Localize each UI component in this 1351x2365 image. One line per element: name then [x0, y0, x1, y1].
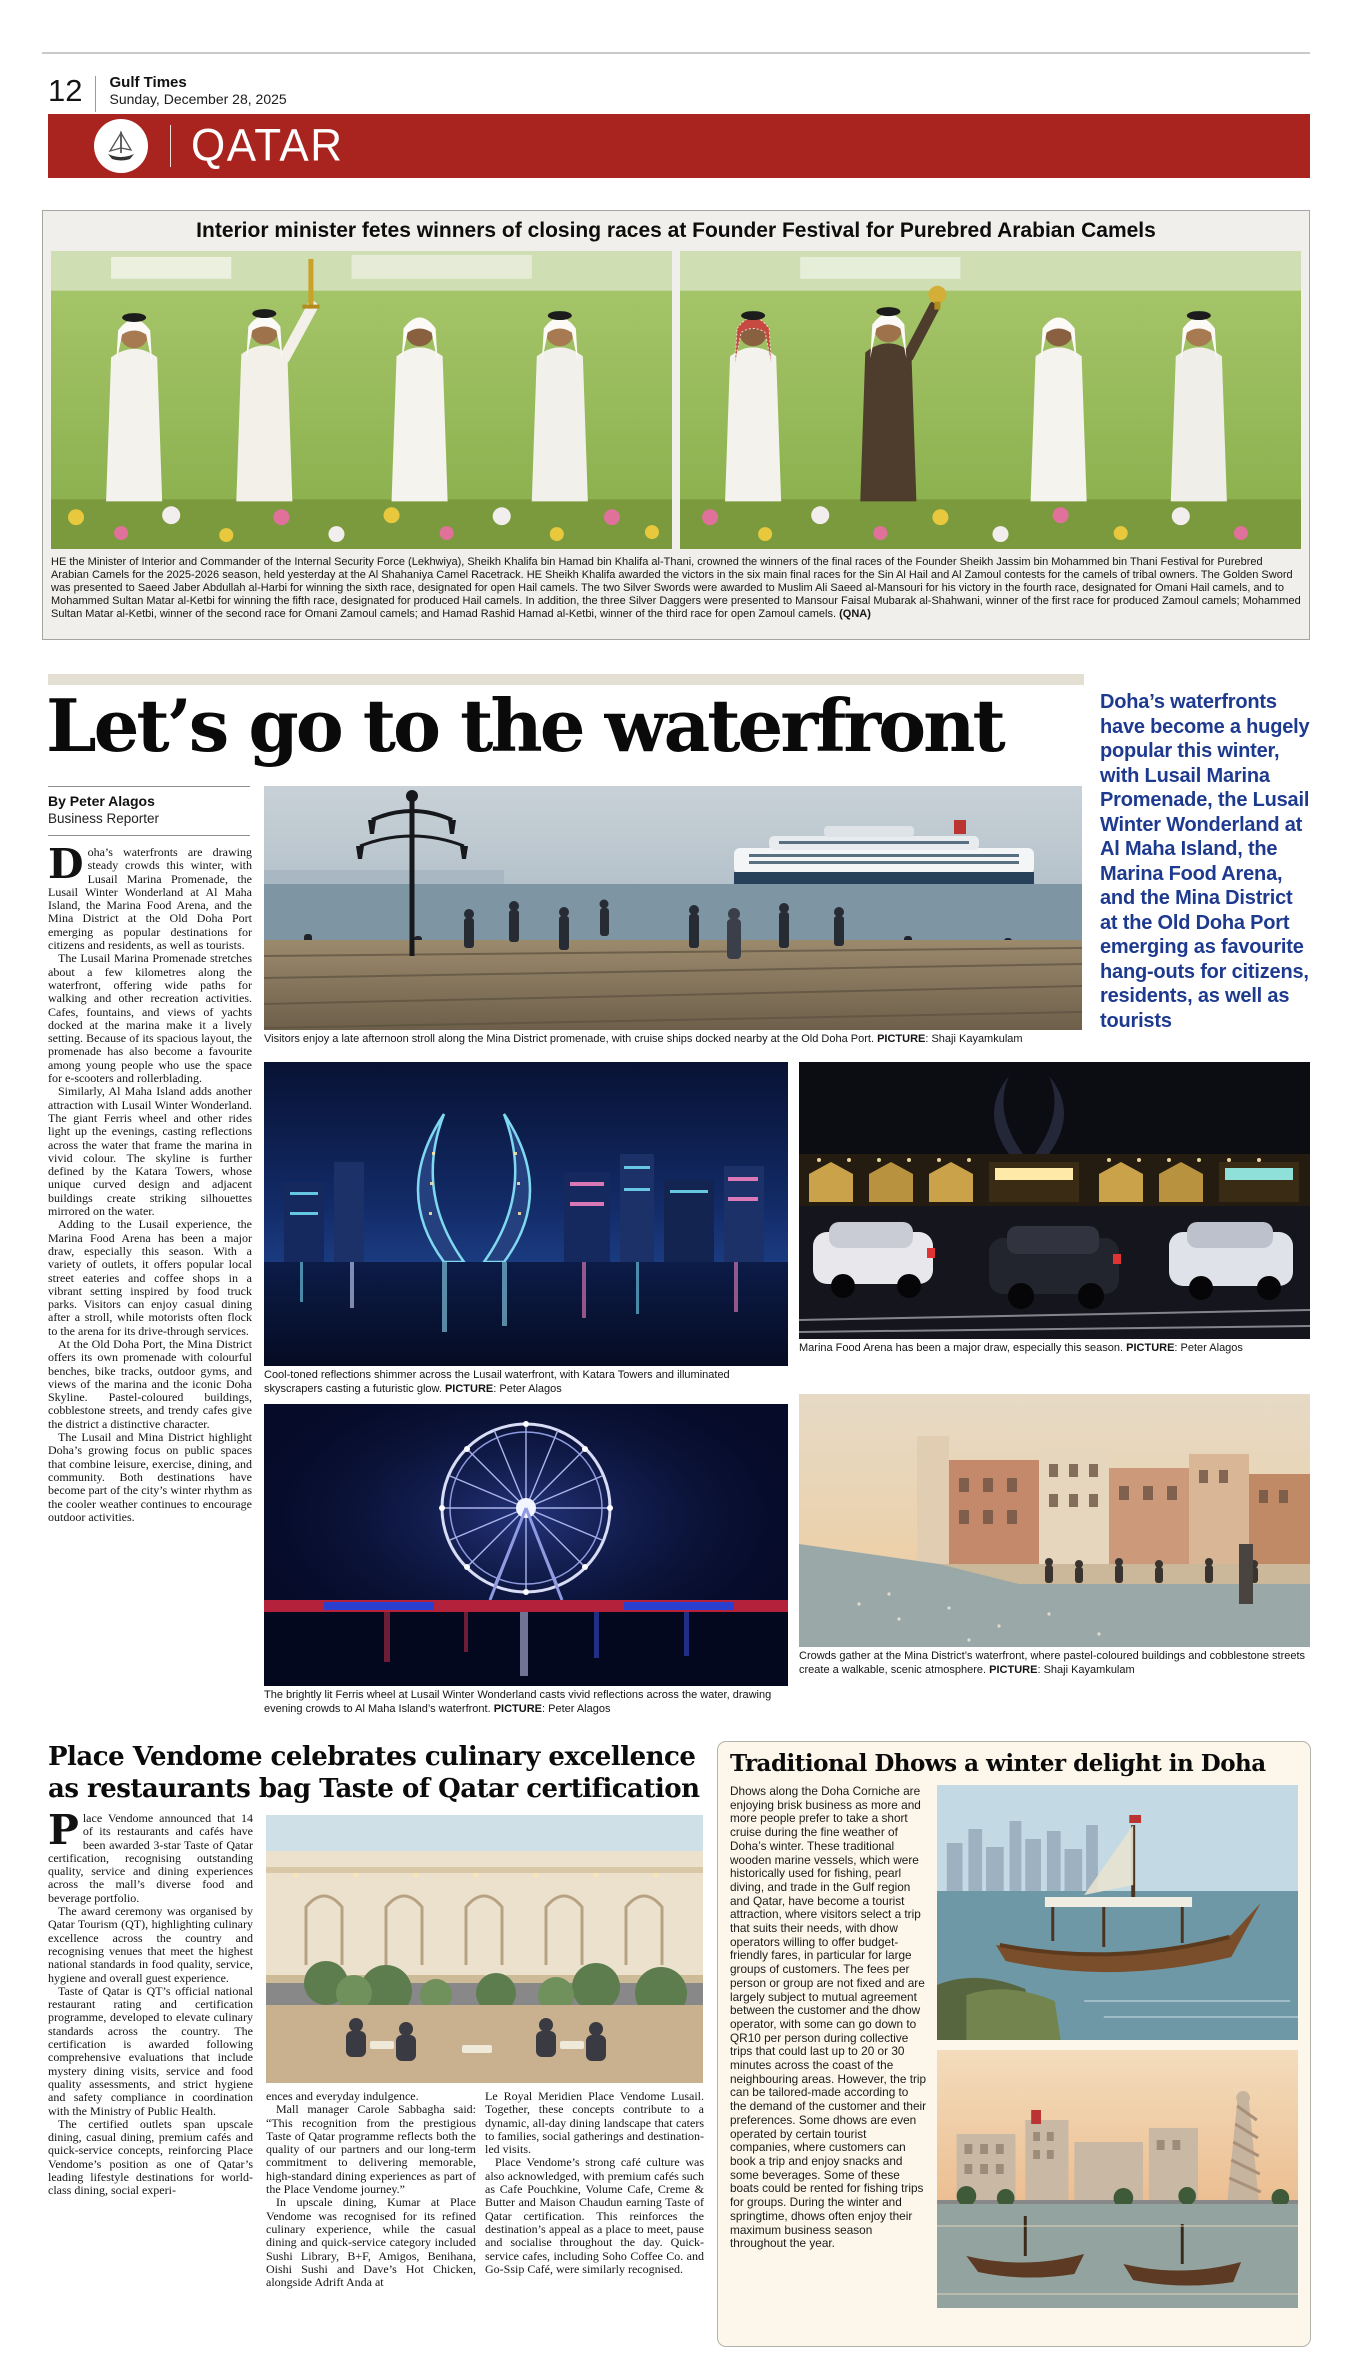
- banner-divider: [170, 125, 171, 167]
- figure-food-arena: [799, 1062, 1310, 1356]
- body-paragraph: Place Vendome’s strong café culture was also acknowledged, with premium cafés such as Cafe Pouchkine, Volume Cafe, Creme & Butter and Maison Chaudun earning Taste of Qatar certification. This reinforces the destination’s appeal as a place to meet, pause and socialise throughout the day. Quick-service cafes, including Soho Coffee Co. and Go-Ssip Café, were similarly recognised.: [485, 2155, 704, 2276]
- dhow-headline: Traditional Dhows a winter delight in Doha: [730, 1750, 1266, 1777]
- body-paragraph: Mall manager Carole Sabbagha said: “This recognition from the prestigious Taste of Qatar programme reflects both the quality of our partners and our long-term commitment to delivering memorable, high-standard dining experiences as part of the Place Vendome journey.”: [266, 2102, 476, 2197]
- byline-title: Business Reporter: [48, 811, 160, 826]
- photo-food-arena: [799, 1062, 1310, 1339]
- body-paragraph: Adding to the Lusail experience, the Marina Food Arena has been a major draw, especially this season. With a variety of outlets, it offers popular local street eateries and coffee shops in a vibrant setting inspired by food truck parks. Visitors can enjoy casual dining after a stroll, while motorists often flock to the arena for its drive-through services.: [48, 1217, 252, 1338]
- camel-photo-left: [51, 251, 672, 549]
- body-paragraph: The Lusail Marina Promenade stretches about a few kilometres along the waterfront, offering wide paths for walking and other recreation activities. Cafes, fountains, and views of yachts docked at the marina make it a lively setting. Because of its spacious layout, the promenade has also become a favourite among young people who use the space for e-scooters and rollerblading.: [48, 951, 252, 1086]
- page-number: 12: [48, 73, 83, 108]
- picture-credit-label: PICTURE: [877, 1033, 926, 1045]
- byline: [48, 786, 250, 836]
- photo-ferris-wheel: [264, 1404, 788, 1686]
- picture-credit-label: PICTURE: [493, 1702, 542, 1715]
- body-paragraph: Place Vendome announced that 14 of its restaurants and cafés have been awarded 3-star Taste of Qatar certification, recognising outstanding quality, service and dining experiences across the mall’s diverse food and beverage portfolio.: [48, 1812, 253, 1905]
- body-paragraph: In upscale dining, Kumar at Place Vendome was recognised for its refined culinary experience, while the casual dining and quick-service category included Sushi Library, B+F, Amigos, Benihana, Oishi Sushi and Dave’s Hot Chicken, alongside Adrift Anda at: [266, 2195, 476, 2290]
- photo-dhow-cruise: [937, 1785, 1298, 2040]
- page-header: [48, 74, 287, 112]
- drop-cap: D: [48, 840, 84, 888]
- figure-lusail-waterfront: [264, 1062, 788, 1396]
- photo-vendome-cafe: [266, 1815, 703, 2083]
- vendome-col2: [266, 2090, 476, 2348]
- camel-credit: (QNA): [839, 608, 871, 620]
- photo-corniche: [937, 2050, 1298, 2308]
- top-rule: [42, 52, 1310, 54]
- dhow-story: [717, 1741, 1311, 2347]
- camel-caption: HE the Minister of Interior and Commander of the Internal Security Force (Lekhwiya), Sheikh Khalifa bin Hamad bin Khalifa al-Thani, crowned the winners of the final races of the Founder Sheikh Jassim bin Mohammed bin Thani Festival for Purebred Arabian Camels for the 2025-2026 season, held yesterday at the Al Shahaniya Camel Racetrack. HE Sheikh Khalifa awarded the victors in the six main final races for the Sin Al Hail and Al Zamoul contests for the camels of tribal owners. The Golden Sword was presented to Saeed Jaber Abdullah al-Harbi for winning the sixth race, designated for open Hail camels. The two Silver Swords were awarded to Muslim Ali Saeed al-Mansouri for his victory in the fourth race, designated for Omani Hail camels, and to Mohammed Sultan Matar al-Ketbi for winning the fifth race, designated for produced Hail camels. In addition, the three Silver Daggers were presented to Mansour Faisal Mubarak al-Shahwani, winner of the first race for produced Zamoul camels; Mohammed Sultan Matar al-Ketbi, winner of the second race for Omani Zamoul camels; and Hamad Rashid Hamad al-Ketbi, winner of the third race for open Zamoul camels. (QNA): [51, 556, 1301, 620]
- picture-credit-label: PICTURE: [444, 1382, 494, 1395]
- photo-caption: Marina Food Arena has been a major draw, especially this season. PICTURE: Peter Alagos: [799, 1342, 1243, 1354]
- camel-headline: Interior minister fetes winners of closing races at Founder Festival for Purebred Arabian Camels: [196, 219, 1156, 242]
- page-date: Sunday, December 28, 2025: [109, 91, 287, 107]
- main-headline: Let’s go to the waterfront: [46, 683, 1003, 768]
- body-paragraph: Taste of Qatar is QT’s official national restaurant rating and certification programme, developed to elevate culinary standards across the country. The certification is awarded following comprehensive evaluations that include mystery dining visits, service and food quality assessments, and strict hygiene and safety compliance in coordination with the Ministry of Public Health.: [48, 1983, 253, 2118]
- article-body: [48, 840, 252, 1524]
- byline-name: By Peter Alagos: [48, 793, 155, 809]
- photo-promenade: [264, 786, 1082, 1030]
- folio-divider: [95, 76, 96, 112]
- masthead: Gulf Times: [109, 74, 187, 91]
- vendome-col1: [48, 1812, 253, 2352]
- photo-caption: Crowds gather at the Mina District’s waterfront, where pastel-coloured buildings and cobblestone streets create a walkable, scenic atmosphere. PICTURE: Shaji Kayamkulam: [799, 1650, 1306, 1676]
- photo-mina-district: [799, 1394, 1310, 1647]
- picture-credit-label: PICTURE: [1126, 1342, 1175, 1354]
- body-paragraph: Le Royal Meridien Place Vendome Lusail. Together, these concepts contribute to a dynamic, all-day dining landscape that caters to families, social gatherings and destination-led visits.: [485, 2090, 704, 2157]
- camel-story: [42, 210, 1310, 640]
- body-paragraph: Doha’s waterfronts are drawing steady crowds this winter, with Lusail Marina Promenade, the Lusail Winter Wonderland at Al Maha Island, the Marina Food Arena, and the Mina District at the Old Doha Port emerging as popular destinations for citizens and residents, as well as tourists.: [48, 840, 252, 953]
- pull-quote: Doha’s waterfronts have become a hugely popular this winter, with Lusail Marina Promenade, the Lusail Winter Wonderland at Al Maha Island, the Marina Food Arena, and the Mina District at the Old Doha Port emerging as favourite hang-outs for citizens, residents, as well as tourists: [1100, 691, 1310, 1032]
- section-banner: [48, 114, 1310, 178]
- body-paragraph: ences and everyday indulgence.: [266, 2090, 419, 2103]
- camel-photo-right: [680, 251, 1301, 549]
- dhow-body: Dhows along the Doha Corniche are enjoying brisk business as more and more people prefer to take a short cruise during the fine weather of Doha’s winter. These traditional wooden marine vessels, which were historically used for fishing, pearl diving, and trade in the Gulf region and Qatar, have become a tourist attraction, where visitors select a trip that suits their needs, with dhow operators willing to offer budget-friendly fares, in particular for large groups of customers. The fees per person or group are not fixed and are largely subject to mutual agreement between the customer and the dhow operator, with some can go down to QR10 per person during collective trips that could last up to 20 or 30 minutes across the coast of the neighbouring areas. However, the trip can be tailored-made according to the demand of the customer and their preferences. Some dhows are even operated by certain tourist companies, where customers can book a trip and enjoy snacks and some beverages. Some of these boats could be rented for fishing trips for groups. During the winter and springtime, dhows often enjoy their maximum business season throughout the year.: [730, 1785, 927, 2251]
- body-paragraph: The award ceremony was organised by Qatar Tourism (QT), highlighting culinary excellence across the country and recognising venues that meet the highest national standards in food quality, service, hygiene and overall guest experience.: [48, 1904, 253, 1985]
- picture-credit-label: PICTURE: [989, 1663, 1038, 1676]
- photo-caption: The brightly lit Ferris wheel at Lusail Winter Wonderland casts vivid reflections across the water, drawing evening crowds to Al Maha Island’s waterfront. PICTURE: Peter Alagos: [264, 1689, 772, 1715]
- dhow-logo-icon: [94, 119, 148, 173]
- body-paragraph: The certified outlets span upscale dining, casual dining, premium cafés and quick-service concepts, reinforcing Place Vendome’s position as one of Qatar’s leading lifestyle destinations for world-class dining, social experi-: [48, 2116, 253, 2198]
- vendome-headline: Place Vendome celebrates culinary excellence as restaurants bag Taste of Qatar certification: [48, 1742, 700, 1804]
- photo-caption: Cool-toned reflections shimmer across the Lusail waterfront, with Katara Towers and illuminated skyscrapers casting a futuristic glow. PICTURE: Peter Alagos: [264, 1369, 730, 1395]
- figure-mina-district: [799, 1394, 1310, 1677]
- photo-lusail-waterfront: [264, 1062, 788, 1366]
- body-paragraph: The Lusail and Mina District highlight Doha’s growing focus on public spaces that combine leisure, exercise, dining, and community. Both destinations have become part of the city’s winter rhythm as the cooler weather continues to encourage outdoor activities.: [48, 1430, 252, 1524]
- drop-cap: P: [48, 1812, 79, 1854]
- body-paragraph: Similarly, Al Maha Island adds another attraction with Lusail Winter Wonderland. The giant Ferris wheel and other rides light up the evenings, casting reflections across the water that frame the marina in vivid colour. The skyline is further defined by the Katara Towers, whose unique curved design and adjacent buildings create striking silhouettes mirrored on the water.: [48, 1084, 252, 1219]
- figure-promenade: [264, 786, 1082, 1047]
- section-title: QATAR: [191, 120, 344, 171]
- body-paragraph: At the Old Doha Port, the Mina District offers its own promenade with colourful benches, bike tracks, outdoor gyms, and views of the marina and the iconic Doha Skyline. Pastel-coloured buildings, cobblestone streets, and trendy cafes give the district a distinctive character.: [48, 1336, 252, 1431]
- figure-ferris-wheel: [264, 1404, 788, 1716]
- vendome-col3: [485, 2090, 704, 2348]
- photo-caption: Visitors enjoy a late afternoon stroll along the Mina District promenade, with cruise ships docked nearby at the Old Doha Port. PICTURE: Shaji Kayamkulam: [264, 1033, 1023, 1045]
